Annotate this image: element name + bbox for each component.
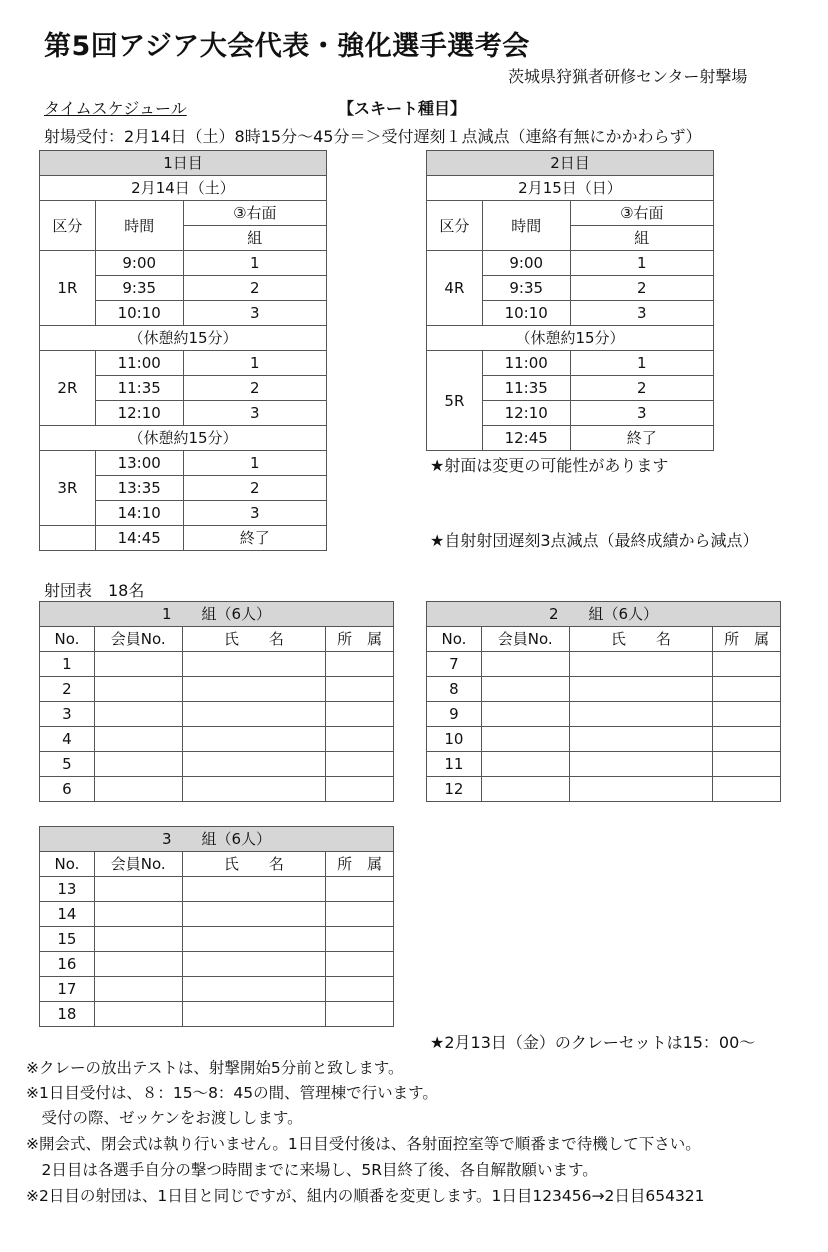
squad-header: 1 組（6人） [40,602,394,627]
round-label: 4R [427,251,483,326]
entry-number: 1 [40,652,95,677]
member-no-cell [94,927,182,952]
clay-set-note: ★2月13日（金）のクレーセットは15：00～ [430,1033,756,1052]
name-cell [182,952,326,977]
table-row [40,652,394,677]
entry-number: 18 [40,1002,95,1027]
time-header: 時間 [482,201,570,251]
name-cell [569,777,713,802]
table-row [40,702,394,727]
name-cell [182,677,326,702]
name-header: 氏 名 [182,852,326,877]
name-cell [182,1002,326,1027]
affiliation-header: 所 属 [326,852,394,877]
section-header: 区分 [40,201,96,251]
affiliation-cell [713,677,781,702]
round-label: 1R [40,251,96,326]
entry-number: 16 [40,952,95,977]
name-header: 氏 名 [182,627,326,652]
section-header: 区分 [427,201,483,251]
time-cell: 11:00 [482,351,570,376]
group-cell: 終了 [183,526,326,551]
table-row [427,727,781,752]
member-no-cell [94,677,182,702]
group-cell: 終了 [570,426,713,451]
name-cell [182,652,326,677]
footnote: 受付の際、ゼッケンをお渡しします。 [26,1109,303,1127]
affiliation-cell [713,752,781,777]
time-cell: 12:10 [482,401,570,426]
round-label: 3R [40,451,96,526]
entry-number: 2 [40,677,95,702]
group-cell: 2 [183,476,326,501]
name-cell [182,902,326,927]
entry-number: 6 [40,777,95,802]
member-no-cell [94,977,182,1002]
time-header: 時間 [95,201,183,251]
entry-number: 17 [40,977,95,1002]
event-label: 【スキート種目】 [338,99,467,118]
name-cell [182,927,326,952]
venue: 茨城県狩猟者研修センター射撃場 [508,67,748,86]
name-cell [182,977,326,1002]
member-no-cell [94,702,182,727]
footnote: ※クレーの放出テストは、射撃開始5分前と致します。 [26,1059,404,1077]
page-title: 第5回アジア大会代表・強化選手選考会 [44,31,530,62]
break-row: （休憩約15分） [40,426,327,451]
timetable-label: タイムスケジュール [44,99,187,118]
name-header: 氏 名 [569,627,713,652]
entry-number: 13 [40,877,95,902]
late-penalty-note: ★自射射団遅刻3点減点（最終成績から減点） [430,531,759,550]
squad-header: 3 組（6人） [40,827,394,852]
day2-date: 2月15日（日） [427,176,714,201]
time-cell: 11:35 [95,376,183,401]
member-no-cell [94,752,182,777]
range-header: ③右面 [570,201,713,226]
name-cell [569,702,713,727]
entry-number: 7 [427,652,482,677]
table-row [427,702,781,727]
table-row [40,952,394,977]
entry-number: 10 [427,727,482,752]
affiliation-cell [326,677,394,702]
entry-number: 9 [427,702,482,727]
name-cell [569,677,713,702]
member-no-header: 会員No. [94,852,182,877]
member-no-cell [94,952,182,977]
squad-table-3 [39,826,394,1027]
affiliation-cell [713,777,781,802]
group-cell: 1 [183,251,326,276]
affiliation-header: 所 属 [713,627,781,652]
round-label: 2R [40,351,96,426]
time-cell: 11:00 [95,351,183,376]
group-cell: 1 [570,351,713,376]
day1-header: 1日目 [40,151,327,176]
entry-number: 15 [40,927,95,952]
table-row [40,777,394,802]
member-no-cell [94,877,182,902]
table-row [40,877,394,902]
no-header: No. [427,627,482,652]
time-cell: 9:35 [95,276,183,301]
member-no-cell [94,652,182,677]
group-header: 組 [183,226,326,251]
no-header: No. [40,627,95,652]
time-cell: 9:00 [95,251,183,276]
member-no-cell [481,702,569,727]
affiliation-cell [713,652,781,677]
name-cell [182,777,326,802]
break-row: （休憩約15分） [427,326,714,351]
squad-table-1 [39,601,394,802]
group-cell: 3 [183,501,326,526]
member-no-cell [94,902,182,927]
name-cell [182,877,326,902]
time-cell: 12:10 [95,401,183,426]
time-cell: 14:10 [95,501,183,526]
group-cell: 1 [183,351,326,376]
affiliation-cell [326,927,394,952]
name-cell [569,727,713,752]
group-cell: 3 [570,301,713,326]
table-row [427,752,781,777]
name-cell [569,752,713,777]
group-cell: 2 [570,376,713,401]
affiliation-cell [326,977,394,1002]
group-cell: 3 [183,301,326,326]
range-change-note: ★射面は変更の可能性があります [430,456,669,475]
affiliation-cell [326,877,394,902]
time-cell: 9:35 [482,276,570,301]
member-no-cell [481,677,569,702]
table-row [40,727,394,752]
entry-number: 4 [40,727,95,752]
name-cell [569,652,713,677]
entry-number: 11 [427,752,482,777]
time-cell: 14:45 [95,526,183,551]
name-cell [182,752,326,777]
affiliation-cell [326,952,394,977]
squad-header: 2 組（6人） [427,602,781,627]
reception-note: 射場受付：2月14日（土）8時15分～45分＝＞受付遅刻１点減点（連絡有無にかかわらず） [44,127,702,146]
member-no-header: 会員No. [481,627,569,652]
footnote: ※1日目受付は、８：15～8：45の間、管理棟で行います。 [26,1084,438,1102]
member-no-cell [481,752,569,777]
affiliation-header: 所 属 [326,627,394,652]
affiliation-cell [713,702,781,727]
table-row [427,777,781,802]
day2-header: 2日目 [427,151,714,176]
affiliation-cell [326,1002,394,1027]
entry-number: 3 [40,702,95,727]
member-no-cell [481,777,569,802]
group-cell: 2 [570,276,713,301]
group-cell: 1 [183,451,326,476]
member-no-cell [481,652,569,677]
table-row [40,927,394,952]
day1-schedule-table [39,150,327,551]
group-cell: 1 [570,251,713,276]
member-no-cell [94,777,182,802]
affiliation-cell [326,777,394,802]
table-row [427,677,781,702]
member-no-cell [94,727,182,752]
entry-number: 12 [427,777,482,802]
break-row: （休憩約15分） [40,326,327,351]
group-header: 組 [570,226,713,251]
affiliation-cell [713,727,781,752]
time-cell: 13:00 [95,451,183,476]
entry-number: 5 [40,752,95,777]
range-header: ③右面 [183,201,326,226]
footnote: 2日目は各選手自分の撃つ時間までに来場し、5R目終了後、各自解散願います。 [26,1161,598,1179]
footnote: ※開会式、閉会式は執り行いません。1日目受付後は、各射面控室等で順番まで待機して下さい。 [26,1135,701,1153]
affiliation-cell [326,652,394,677]
squad-title: 射団表 18名 [44,581,145,600]
affiliation-cell [326,902,394,927]
entry-number: 8 [427,677,482,702]
round-label: 5R [427,351,483,451]
group-cell: 2 [183,276,326,301]
name-cell [182,702,326,727]
group-cell: 3 [183,401,326,426]
time-cell: 9:00 [482,251,570,276]
day1-date: 2月14日（土） [40,176,327,201]
table-row [40,1002,394,1027]
entry-number: 14 [40,902,95,927]
squad-table-2 [426,601,781,802]
member-no-header: 会員No. [94,627,182,652]
footnote: ※2日目の射団は、1日目と同じですが、組内の順番を変更します。1日目123456→2日目654321 [26,1187,705,1205]
table-row [40,977,394,1002]
time-cell: 12:45 [482,426,570,451]
name-cell [182,727,326,752]
table-row [40,752,394,777]
group-cell: 2 [183,376,326,401]
table-row [40,902,394,927]
member-no-cell [94,1002,182,1027]
time-cell: 11:35 [482,376,570,401]
time-cell: 13:35 [95,476,183,501]
affiliation-cell [326,727,394,752]
group-cell: 3 [570,401,713,426]
affiliation-cell [326,702,394,727]
day2-schedule-table [426,150,714,451]
table-row [40,677,394,702]
time-cell: 10:10 [95,301,183,326]
time-cell: 10:10 [482,301,570,326]
table-row [427,652,781,677]
empty-cell [40,526,96,551]
no-header: No. [40,852,95,877]
member-no-cell [481,727,569,752]
affiliation-cell [326,752,394,777]
